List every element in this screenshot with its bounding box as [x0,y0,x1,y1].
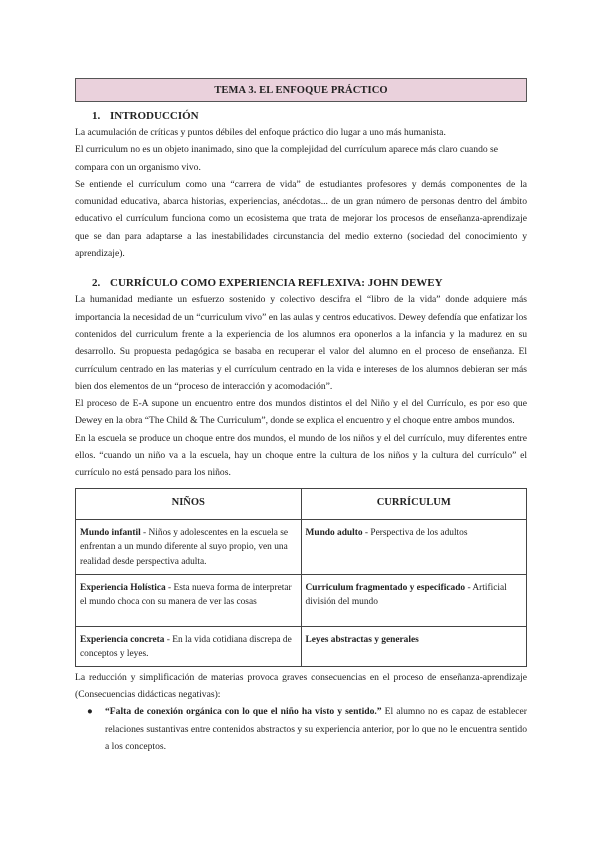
list-item [75,703,527,755]
section-2-paragraph: En la escuela se produce un choque entre dos mundos, el mundo de los niños y el del currículo, muy diferentes entre ellos. “cuando un niño va a la escuela, hay un choque entre la cultura de los niños y la cultura del currículo” el currículo no está pensado para los niños. [75,432,527,479]
table-row [76,574,527,626]
cell-text: - Artificial división del mundo [305,582,507,608]
table-header-cell: NIÑOS [76,488,302,519]
table-cell [76,574,302,626]
cell-term: Mundo infantil [80,527,141,538]
table-cell [301,574,527,626]
section-1-paragraph: La acumulación de críticas y puntos débiles del enfoque práctico dio lugar a uno más humanista. [75,127,446,138]
section-1-heading [75,109,527,123]
section-1-paragraph: Se entiende el currículum como una “carrera de vida” de estudiantes profesores y demás componentes de la comunidad educativa, abarca historias, experiencias, anécdotas... de un gran número de personas dentro del ámbito educativo el currículum funciona como un ecosistema que trata de mejorar los procesos de enseñanza-aprendizaje que se dan para adaptarse a las inestabilidades circunstancia del medio externo (sociedad del conocimiento y aprendizaje). [75,178,527,260]
cell-text: - Perspectiva de los adultos [362,527,468,538]
cell-text: - Niños y adolescentes en la escuela se enfrentan a un mundo diferente al suyo propio, ven una realidad desde perspectiva adulta. [80,527,289,567]
table-cell [76,519,302,574]
section-1-paragraph: El curriculum no es un objeto inanimado, sino que la complejidad del currículum aparece más claro cuando se compara con un organismo vivo. [75,144,499,173]
table-cell [301,519,527,574]
cell-term: Leyes abstractas y generales [305,634,419,645]
table-header-row [76,488,527,519]
cell-term: Curriculum fragmentado y especificado [305,582,466,593]
table-row [76,626,527,666]
page-title-text: TEMA 3. EL ENFOQUE PRÁCTICO [214,84,388,96]
section-2-title: CURRÍCULO COMO EXPERIENCIA REFLEXIVA: JOHN DEWEY [110,277,443,290]
section-2-heading [75,276,527,290]
list-item-text: El alumno no es capaz de establecer relaciones sustantivas entre contenidos abstractos y su experiencia anterior, por lo que no le encuentra sentido a los conceptos. [105,706,527,752]
document-page [75,78,527,755]
cell-term: Experiencia Holística [80,582,166,593]
list-item-lead: “Falta de conexión orgánica con lo que el niño ha visto y sentido.” [105,706,382,718]
section-1-number: 1. [92,110,101,122]
cell-term: Experiencia concreta [80,634,165,645]
cell-text: - Esta nueva forma de interpretar el mundo choca con su manera de ver las cosas [80,582,292,608]
table-cell [301,626,527,666]
cell-text: - En la vida cotidiana discrepa de conceptos y leyes. [80,634,292,660]
cell-term: Mundo adulto [305,527,363,538]
table-row [76,519,527,574]
comparison-table [75,488,527,667]
section-1-title: INTRODUCCIÓN [110,110,199,122]
bullet-icon: ● [87,706,93,718]
section-2-paragraph: El proceso de E-A supone un encuentro entre dos mundos distintos el del Niño y el del Currículo, es por eso que Dewey en la obra “The Child & The Curriculum”, donde se explica el encuentro y el choque entre ambos mundos. [75,398,527,427]
page-title [75,78,527,102]
after-table-paragraph: La reducción y simplificación de materias provoca graves consecuencias en el proceso de enseñanza-aprendizaje (Consecuencias didácticas negativas): [75,671,527,700]
section-2-paragraph: La humanidad mediante un esfuerzo sostenido y colectivo descifra el “libro de la vida” donde adquiere más importancia la necesidad de un “curriculum vivo” en las aulas y centros educativos. Dewey defendía que enfatizar los contenidos del curriculum frente a la experiencia de los alumnos era oponerlos a la infancia y la madurez en su desarrollo. Su propuesta pedagógica se basaba en recuperar el valor del alumno en el proceso de enseñanza. El currículum centrado en las materias y el currículum centrado en la vida e intereses de los alumnos debieran ser más bien dos elementos de un “proceso de interacción y acomodación”. [75,294,527,392]
table-header-cell: CURRÍCULUM [301,488,527,519]
consequences-list [75,703,527,755]
section-2-number: 2. [92,277,101,290]
table-cell [76,626,302,666]
